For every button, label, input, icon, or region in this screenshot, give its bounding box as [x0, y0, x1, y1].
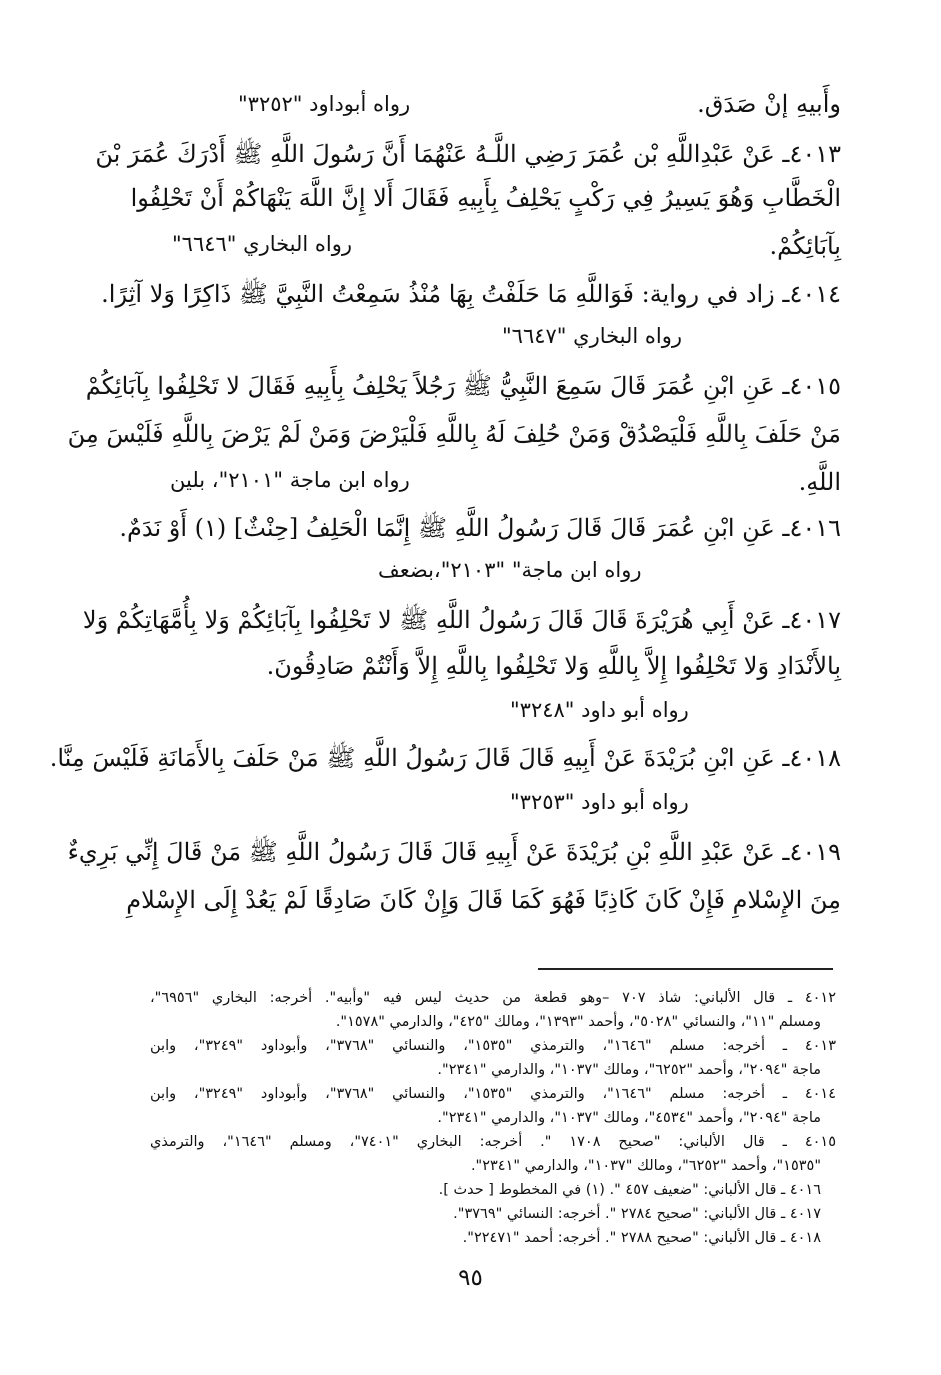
footnote-line: ماجة "٢٠٩٤"، وأحمد "٤٥٣٤"، ومالك "١٠٣٧"، والدارمي "٢٣٤١".	[437, 1110, 821, 1126]
text-line: بِالأَنْدَادِ وَلا تَحْلِفُوا إِلاَّ بِاللَّهِ وَلا تَحْلِفُوا بِاللَّهِ إِلاَّ وَأَنْتُمْ صَادِقُونَ.	[266, 652, 841, 680]
reference-attribution: رواه البخاري "٦٦٤٧"	[502, 324, 683, 348]
footnote-line: ٤٠١٨ ـ قال الألباني: "صحيح ٢٧٨٨ ". أخرجه: أحمد "٢٢٤٧١".	[462, 1230, 821, 1246]
text-line: ٤٠١٣ـ عَنْ عَبْدِاللَّهِ بْن عُمَرَ رَضِي اللَّـهُ عَنْهُمَا أَنَّ رَسُولَ اللَّهِ ﷺ أَدْرَكَ عُمَرَ بْنَ	[95, 140, 841, 168]
text-line: ٤٠١٨ـ عَنِ ابْنِ بُرَيْدَةَ عَنْ أَبِيهِ قَالَ قَالَ رَسُولُ اللَّهِ ﷺ مَنْ حَلَفَ بِالأَمَانَةِ فَلَيْسَ مِنَّا.	[49, 744, 841, 772]
footnote-line: ومسلم "١١"، والنسائي "٥٠٢٨"، وأحمد "١٣٩٣"، ومالك "٤٢٥"، والدارمي "١٥٧٨".	[335, 1014, 821, 1030]
footnote-separator	[538, 968, 833, 970]
footnote-line: ٤٠١٤ ـ أخرجه: مسلم "١٦٤٦"، والترمذي "١٥٣٥"، والنسائي "٣٧٦٨"، وأبوداود "٣٢٤٩"، وابن	[150, 1086, 836, 1102]
text-line: ٤٠١٥ـ عَنِ ابْنِ عُمَرَ قَالَ سَمِعَ النَّبِيُّ ﷺ رَجُلاً يَحْلِفُ بِأَبِيهِ فَقَالَ لا تَحْلِفُوا بِآبَائِكُمْ	[85, 372, 841, 400]
reference-attribution: رواه أبو داود "٣٢٥٣"	[510, 790, 689, 814]
footnote-line: ٤٠١٣ ـ أخرجه: مسلم "١٦٤٦"، والترمذي "١٥٣٥"، والنسائي "٣٧٦٨"، وأبوداود "٣٢٤٩"، وابن	[150, 1038, 836, 1054]
reference-attribution: رواه البخاري "٦٦٤٦"	[172, 232, 353, 256]
reference-attribution: رواه ابن ماجة" "٢١٠٣"،بضعف	[378, 558, 642, 582]
text-line: مَنْ حَلَفَ بِاللَّهِ فَلْيَصْدُقْ وَمَنْ حُلِفَ لَهُ بِاللَّهِ فَلْيَرْضَ وَمَنْ لَمْ يَرْضَ بِاللَّهِ فَلَيْسَ مِنَ	[67, 420, 841, 448]
reference-attribution: رواه ابن ماجة "٢١٠١"، بلين	[170, 468, 410, 492]
footnote-line: ٤٠١٢ ـ قال الألباني: شاذ ٧٠٧ –وهو قطعة من حديث ليس فيه "وأبيه". أخرجه: البخاري "٦٩٥٦"،	[150, 990, 836, 1006]
text-line: وأَبيهِ إنْ صَدَق.	[697, 90, 841, 118]
footnote-line: ٤٠١٥ ـ قال الألباني: "صحيح ١٧٠٨ ". أخرجه: البخاري "٧٤٠١"، ومسلم "١٦٤٦"، والترمذي	[150, 1134, 836, 1150]
page-number: ٩٥	[458, 1265, 483, 1291]
text-line: ٤٠١٦ـ عَنِ ابْنِ عُمَرَ قَالَ قَالَ رَسُولُ اللَّهِ ﷺ إِنَّمَا الْحَلِفُ [حِنْثٌ] (١) أَوْ نَدَمٌ.	[119, 514, 841, 542]
reference-attribution: رواه أبوداود "٣٢٥٢"	[238, 92, 411, 116]
footnote-line: ٤٠١٦ ـ قال الألباني: "ضعيف ٤٥٧ ". (١) في المخطوط [ حدث ].	[438, 1182, 821, 1198]
text-line: مِنَ الإِسْلامِ فَإِنْ كَانَ كَاذِبًا فَهُوَ كَمَا قَالَ وَإِنْ كَانَ صَادِقًا لَمْ يَعُدْ إِلَى الإِسْلامِ	[126, 886, 841, 914]
footnote-line: "١٥٣٥"، وأحمد "٦٢٥٢"، ومالك "١٠٣٧"، والدارمي "٢٣٤١".	[470, 1158, 821, 1174]
text-line: ٤٠١٤ـ زاد في رواية: فَوَاللَّهِ مَا حَلَفْتُ بِهَا مُنْذُ سَمِعْتُ النَّبِيَّ ﷺ ذَاكِرًا وَلا آثِرًا.	[101, 280, 841, 308]
text-line: اللَّهِ.	[798, 468, 841, 496]
text-line: ٤٠١٩ـ عَنْ عَبْدِ اللَّهِ بْنِ بُرَيْدَةَ عَنْ أَبِيهِ قَالَ قَالَ رَسُولُ اللَّهِ ﷺ مَنْ قَالَ إِنِّي بَرِيءٌ	[67, 838, 841, 866]
text-line: الْخَطَّابِ وَهُوَ يَسِيرُ فِي رَكْبٍ يَحْلِفُ بِأَبِيهِ فَقَالَ أَلا إِنَّ اللَّهَ يَنْهَاكُمْ أَنْ تَحْلِفُوا	[130, 184, 841, 212]
footnote-line: ماجة "٢٠٩٤"، وأحمد "٦٢٥٢"، ومالك "١٠٣٧"، والدارمي "٢٣٤١".	[437, 1062, 821, 1078]
footnote-line: ٤٠١٧ ـ قال الألباني: "صحيح ٢٧٨٤ ". أخرجه: النسائي "٣٧٦٩".	[453, 1206, 821, 1222]
reference-attribution: رواه أبو داود "٣٢٤٨"	[510, 698, 689, 722]
text-line: بِآبَائِكُمْ.	[769, 232, 841, 260]
text-line: ٤٠١٧ـ عَنْ أَبِي هُرَيْرَةَ قَالَ قَالَ رَسُولُ اللَّهِ ﷺ لا تَحْلِفُوا بِآبَائِكُمْ وَلا بِأُمَّهَاتِكُمْ وَلا	[82, 606, 841, 634]
